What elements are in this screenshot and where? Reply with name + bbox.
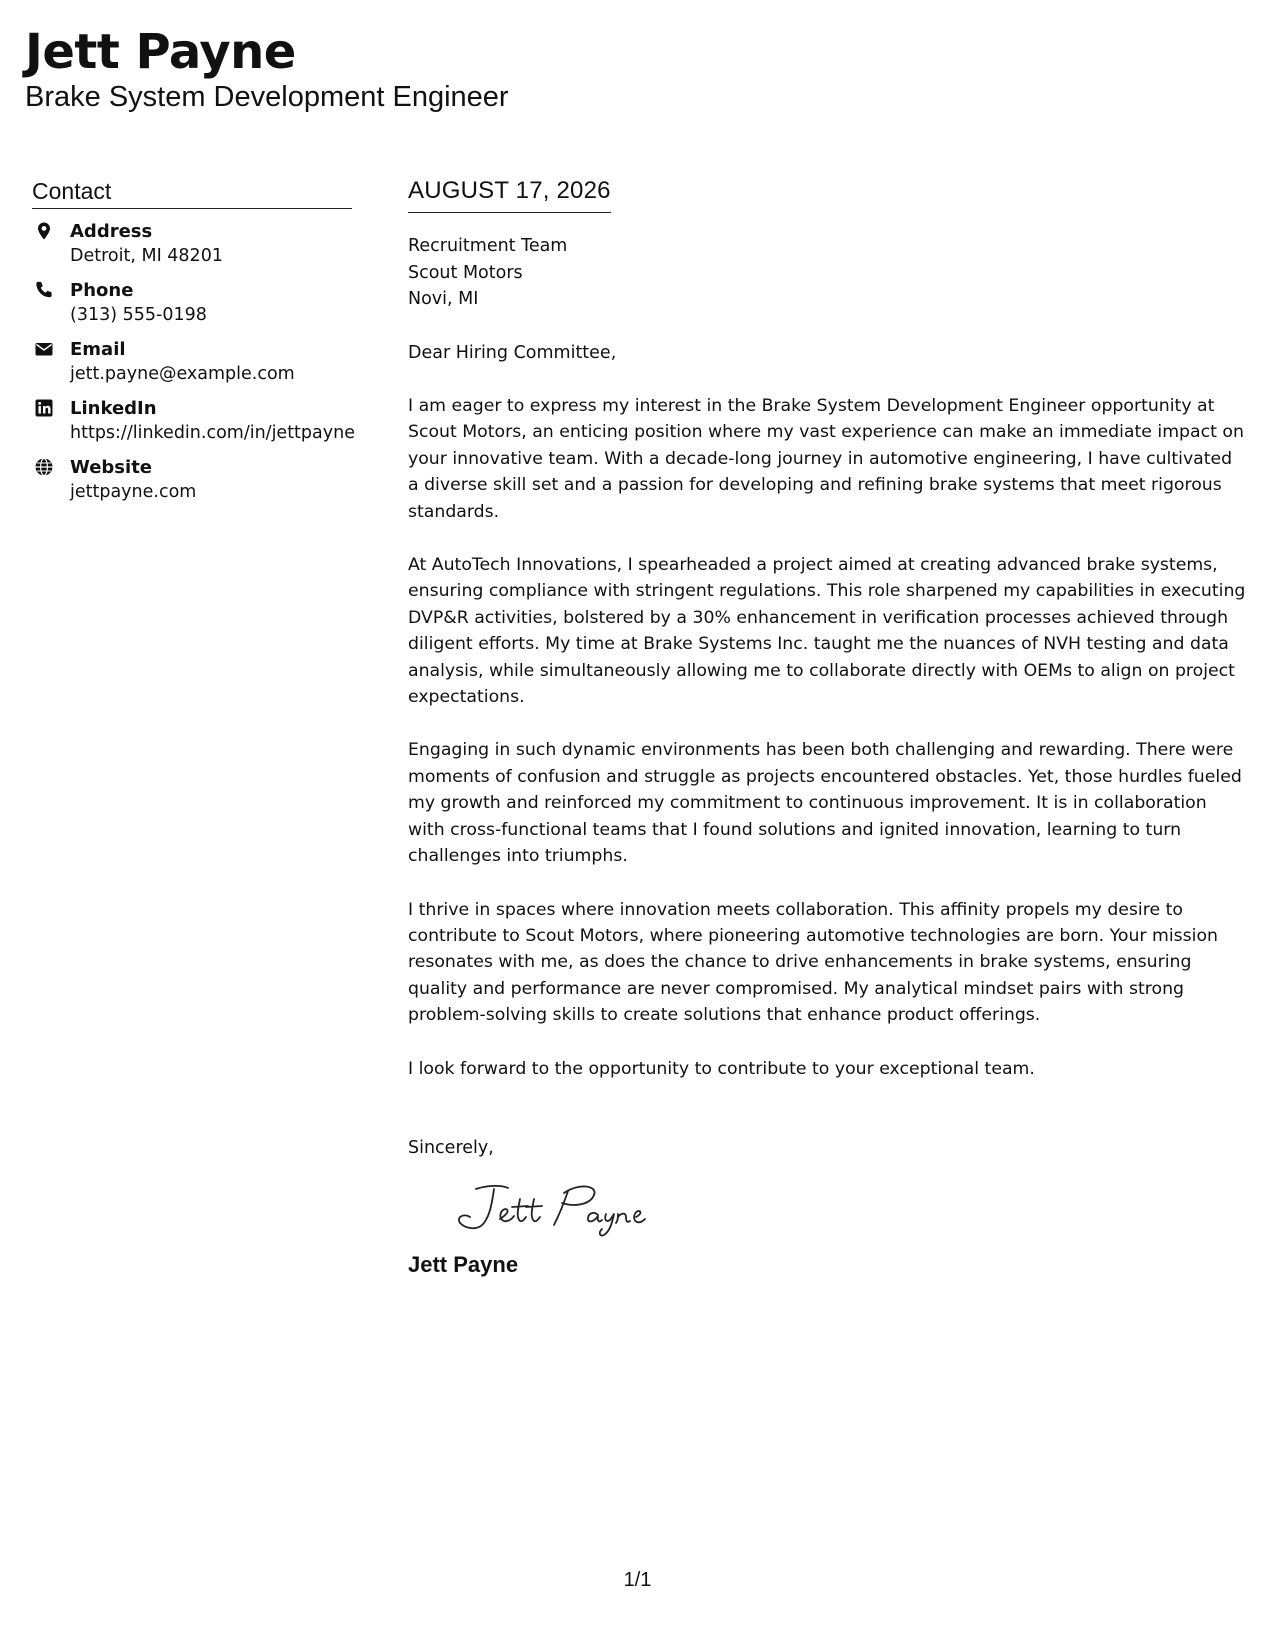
contact-sidebar xyxy=(32,176,355,514)
contact-item-linkedin xyxy=(32,396,355,446)
letter-date: AUGUST 17, 2026 xyxy=(408,176,611,213)
email-value[interactable]: jett.payne@example.com xyxy=(70,364,295,384)
recipient-line: Recruitment Team xyxy=(408,236,568,256)
contact-label: Website xyxy=(70,457,153,478)
letter-paragraph: I thrive in spaces where innovation meets collaboration. This affinity propels my desire to contribute to Scout Motors, where pioneering automotive technologies are born. Your mission resonates with me, as does the chance to drive enhancements in brake systems, ensuring quality and performance are never compromised. My analytical mindset pairs with strong problem-solving skills to create solutions that enhance product offerings. xyxy=(408,899,1218,1026)
letter-paragraph: At AutoTech Innovations, I spearheaded a project aimed at creating advanced brake systems, ensuring compliance with stringent regulations. This role sharpened my capabilities in executing DVP&R activities, bolstered by a 30% enhancement in verification processes achieved through diligent efforts. My time at Brake Systems Inc. taught me the nuances of NVH testing and data analysis, while simultaneously allowing me to collaborate directly with OEMs to align on project expectations. xyxy=(408,555,1246,708)
contact-label: Email xyxy=(70,339,126,360)
letter-header xyxy=(25,24,509,114)
applicant-name: Jett Payne xyxy=(25,24,296,80)
recipient-block xyxy=(408,233,1248,313)
letter-paragraph: Engaging in such dynamic environments has been both challenging and rewarding. There were moments of confusion and struggle as projects encountered obstacles. Yet, those hurdles fueled my growth and reinforced my commitment to continuous improvement. It is in collaboration with cross-functional teams that I found solutions and ignited innovation, learning to turn challenges into triumphs. xyxy=(408,740,1242,867)
linkedin-icon xyxy=(34,398,56,420)
contact-label: LinkedIn xyxy=(70,398,157,419)
signer-name: Jett Payne xyxy=(408,1252,519,1278)
letter-paragraph: I am eager to express my interest in the Brake System Development Engineer opportunity at Scout Motors, an enticing position where my vast experience can make an immediate impact on your innovative team. With a decade-long journey in automotive engineering, I have cultivated a diverse skill set and a passion for developing and refining brake systems that meet rigorous standards. xyxy=(408,396,1244,522)
phone-icon xyxy=(34,280,56,302)
handwritten-signature xyxy=(446,1179,686,1239)
closing: Sincerely, xyxy=(408,1137,494,1158)
contact-label: Address xyxy=(70,221,153,242)
contact-item-email xyxy=(32,337,352,387)
linkedin-value[interactable]: https://linkedin.com/in/jettpayne xyxy=(70,423,355,443)
contact-item-website xyxy=(32,455,352,505)
applicant-job-title: Brake System Development Engineer xyxy=(25,81,509,113)
salutation: Dear Hiring Committee, xyxy=(408,342,617,363)
recipient-line: Novi, MI xyxy=(408,289,479,309)
address-value: Detroit, MI 48201 xyxy=(70,246,223,266)
contact-item-phone xyxy=(32,278,352,328)
letter-paragraph: I look forward to the opportunity to contribute to your exceptional team. xyxy=(408,1058,1035,1079)
contact-heading: Contact xyxy=(32,176,352,209)
phone-value[interactable]: (313) 555-0198 xyxy=(70,305,207,325)
recipient-line: Scout Motors xyxy=(408,262,523,283)
page-number: 1/1 xyxy=(623,1569,652,1591)
location-pin-icon xyxy=(34,221,56,243)
website-value[interactable]: jettpayne.com xyxy=(70,482,197,502)
contact-label: Phone xyxy=(70,280,134,301)
envelope-icon xyxy=(34,339,56,361)
globe-icon xyxy=(34,457,56,479)
letter-body xyxy=(408,176,1248,1279)
contact-item-address xyxy=(32,219,352,269)
